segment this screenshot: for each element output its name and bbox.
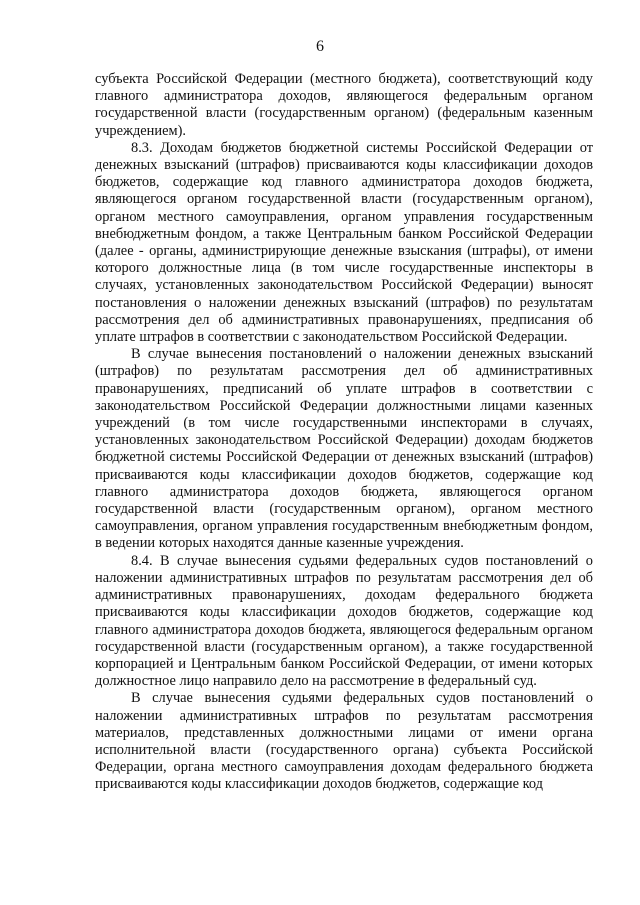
document-text (95, 71, 593, 794)
paragraph-8-4-case: В случае вынесения судьями федеральных судов постановлений о наложении административных штрафов по результатам рассмотрения материалов, представленных должностными лицами от имени органа исполнительной власти (государственного органа) субъекта Российской Федерации, органа местного самоуправления доходам федерального бюджета присваиваются коды классификации доходов бюджетов, содержащие код (95, 690, 593, 793)
paragraph-8-4: 8.4. В случае вынесения судьями федеральных судов постановлений о наложении административных штрафов по результатам рассмотрения дел об административных правонарушениях, доходам федерального бюджета присваиваются коды классификации доходов бюджетов, содержащие код главного администратора доходов бюджета, являющегося федеральным органом государственной власти (государственным органом), а также государственной корпорацией и Центральным банком Российской Федерации, от имени которых должностное лицо направило дело на рассмотрение в федеральный суд. (95, 552, 593, 690)
paragraph-8-3-case: В случае вынесения постановлений о наложении денежных взысканий (штрафов) по результатам рассмотрения дел об административных правонарушениях, предписаний об уплате штрафов в соответствии с законодательством Российской Федерации должностными лицами казенных учреждений (в том числе государственными инспекторами в случаях, установленных законодательством Российской Федерации) доходам бюджетов бюджетной системы Российской Федерации от денежных взысканий (штрафов) присваиваются коды классификации доходов бюджетов, содержащие код главного администратора доходов бюджета, являющегося органом государственной власти (государственным органом), органом местного самоуправления, органом управления государственным внебюджетным фондом, в ведении которых находятся данные казенные учреждения. (95, 346, 593, 552)
paragraph-8-3: 8.3. Доходам бюджетов бюджетной системы Российской Федерации от денежных взысканий (штрафов) присваиваются коды классификации доходов бюджетов, содержащие код главного администратора доходов бюджета, являющегося органом государственной власти (государственным органом), органом местного самоуправления, органом управления государственным внебюджетным фондом, а также Центральным банком Российской Федерации (далее - органы, администрирующие денежные взыскания (штрафы), от имени которого должностные лица (в том числе государственные инспекторы в случаях, установленных законодательством Российской Федерации) выносят постановления о наложении денежных взысканий (штрафов) по результатам рассмотрения дел об административных правонарушениях, предписания об уплате штрафов в соответствии с законодательством Российской Федерации. (95, 139, 593, 346)
paragraph-continuation: субъекта Российской Федерации (местного бюджета), соответствующий коду главного администратора доходов, являющегося федеральным органом государственной власти (государственным органом) (федеральным казенным учреждением). (95, 71, 593, 139)
page-number: 6 (316, 38, 324, 55)
